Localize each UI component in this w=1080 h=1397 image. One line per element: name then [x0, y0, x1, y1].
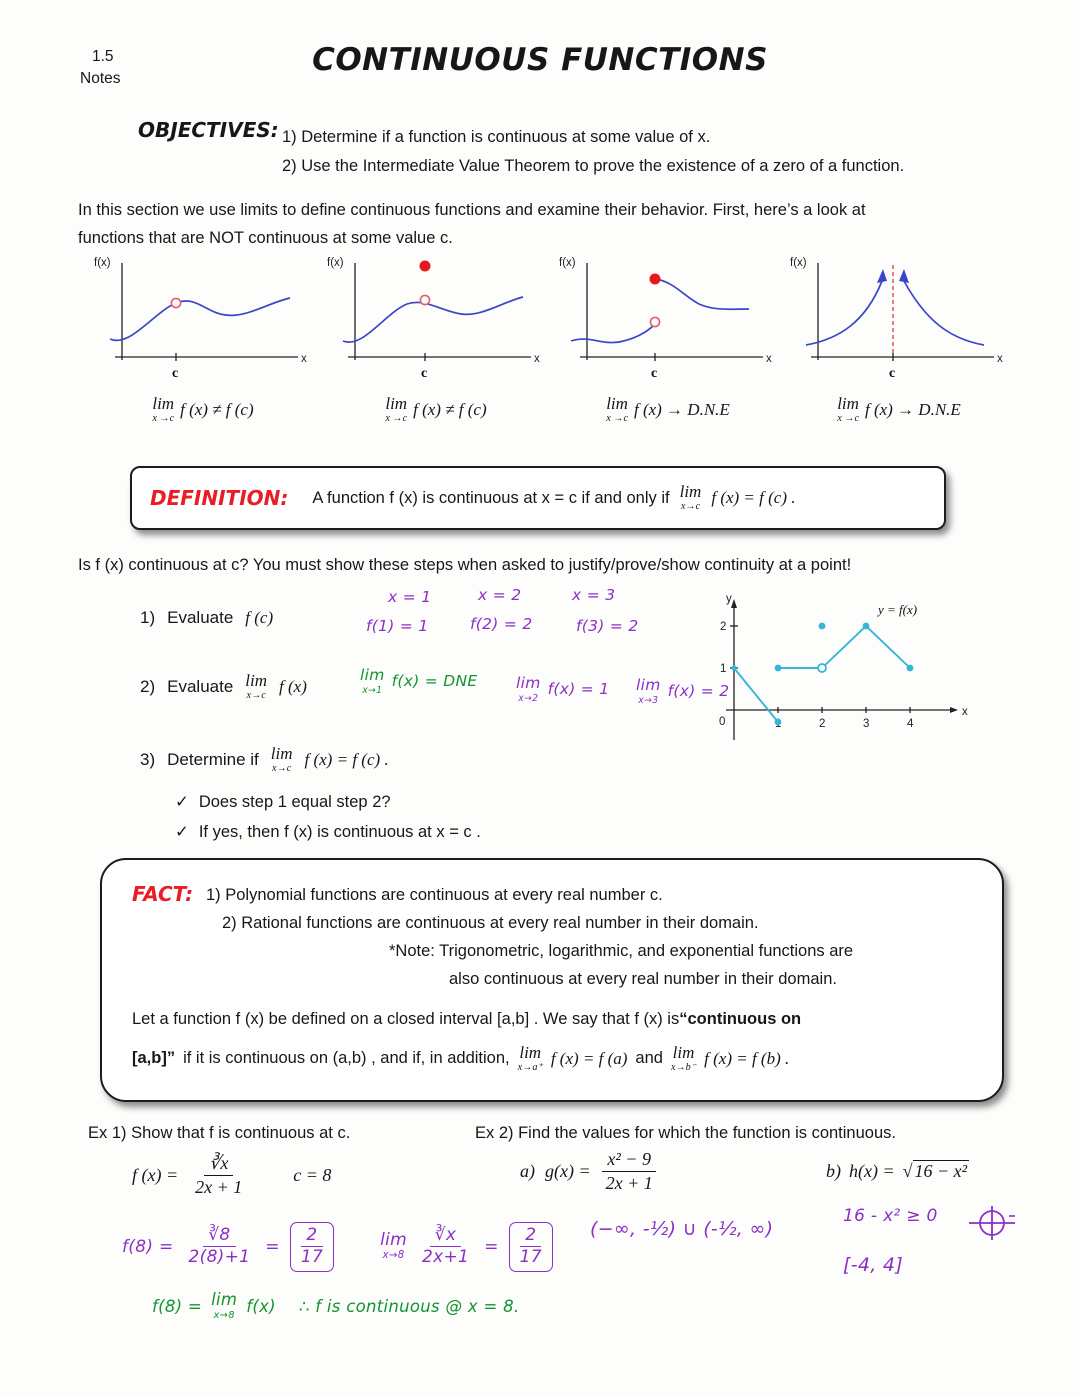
lim-sub: x→1: [362, 684, 383, 696]
graph-caption-2: [325, 395, 547, 424]
lim-sub: x →c: [152, 413, 175, 424]
c-tick-label: c: [421, 366, 428, 381]
fact-item-1: 1) Polynomial functions are continuous at every real number c.: [206, 886, 663, 904]
arrow-up-left: [877, 269, 887, 283]
numerator: ∛x: [204, 1152, 233, 1176]
hw-f3: f(3) = 2: [576, 617, 639, 635]
check-2: [175, 822, 481, 842]
lim-text: lim: [385, 394, 408, 413]
closed-point-4-1: [907, 665, 914, 672]
limit-notation: [606, 395, 628, 424]
sign-analysis-sketch: [965, 1198, 1019, 1248]
y-axis-label: f(x): [790, 257, 807, 269]
fact-label: FACT:: [132, 882, 194, 906]
boxed-fraction: [296, 1225, 328, 1269]
step-2-number: 2): [140, 676, 156, 696]
tick-2: 2: [819, 718, 826, 730]
boxed-fraction: [515, 1225, 547, 1269]
step-1-text: Evaluate: [167, 608, 234, 627]
lim-text: lim: [360, 666, 385, 684]
closed-point-2-2: [819, 623, 826, 630]
check-icon: ✓: [175, 793, 189, 811]
lim-sub: x →c: [837, 413, 859, 424]
intro-line-2: functions that are NOT continuous at some value c.: [78, 229, 453, 247]
ex2b-label: b): [826, 1160, 841, 1181]
y-axis-label: f(x): [559, 257, 576, 269]
lim-text: lim: [837, 394, 859, 413]
hw-x2: x = 2: [478, 586, 522, 604]
denominator: 17: [300, 1247, 324, 1268]
page-title: CONTINUOUS FUNCTIONS: [312, 42, 768, 78]
check-2-text: If yes, then f (x) is continuous at x = c .: [198, 822, 481, 841]
definition-box: [130, 466, 946, 530]
boxed-answer-2: [509, 1222, 553, 1272]
hw-lim-2: [516, 676, 609, 703]
f8-label: f(8) =: [152, 1296, 203, 1316]
arrow-up-right: [899, 269, 909, 283]
ex2a-lhs: g(x) =: [545, 1160, 591, 1181]
x-axis-label: x: [962, 706, 968, 718]
y-axis-label: y: [726, 593, 732, 605]
piecewise-function-graph: [700, 590, 970, 785]
denominator: 2x+1: [421, 1247, 470, 1268]
x-axis-label: x: [534, 353, 540, 365]
lim-text: lim: [519, 1043, 542, 1062]
step-1-number: 1): [140, 608, 156, 627]
segment-3: [822, 626, 910, 668]
caption-expr: f (x) ≠ f (c): [413, 399, 487, 419]
function-curve: [110, 298, 290, 340]
lim-expr: f(x) = 2: [667, 682, 730, 701]
numerator: x² − 9: [602, 1148, 656, 1172]
lim-text: lim: [245, 671, 268, 690]
ci-bold: “continuous on: [679, 1010, 802, 1028]
step-2-math: f (x): [279, 676, 307, 696]
point-0-1: [731, 665, 736, 670]
open-point: [171, 298, 180, 307]
ytick-2: 2: [720, 621, 727, 633]
discontinuity-graph-asymptote: [788, 253, 1010, 424]
limit-notation: [271, 745, 293, 774]
step-1: [140, 608, 273, 628]
fact-closed-interval-line-1: [132, 1010, 801, 1029]
x-axis-label: x: [301, 353, 307, 365]
objective-2: 2) Use the Intermediate Value Theorem to prove the existence of a zero of a function.: [282, 157, 905, 175]
lim-text: lim: [606, 394, 628, 413]
sqrt-expression: [903, 1160, 969, 1182]
ci-text: if it is continuous on (a,b) , and if, in addition,: [183, 1049, 510, 1068]
lim-sub: x→c: [680, 501, 701, 513]
right-branch: [904, 281, 984, 345]
limit-notation: [211, 1292, 237, 1320]
denominator: 17: [519, 1247, 542, 1268]
x-axis-label: x: [997, 353, 1003, 365]
ex1-work-purple: [122, 1222, 553, 1272]
curve-label: y = f(x): [878, 602, 918, 617]
objectives-label: OBJECTIVES:: [138, 118, 279, 142]
step-3-number: 3): [140, 749, 156, 769]
lim-text: lim: [636, 676, 661, 694]
ex2b-inequality: 16 - x² ≥ 0: [843, 1206, 938, 1226]
intro-paragraph: [78, 196, 866, 252]
step-1-math: f (c): [245, 608, 274, 627]
closed-point-3-2: [863, 623, 870, 630]
graph-caption-3: [557, 395, 779, 424]
lim-text: lim: [270, 744, 293, 763]
lim-sub: x→2: [518, 692, 539, 704]
section-number: 1.5: [92, 48, 114, 65]
and-text: and: [635, 1049, 663, 1068]
check-1-text: Does step 1 equal step 2?: [198, 792, 391, 811]
numerator: 2: [301, 1225, 322, 1247]
limit-notation: [380, 1232, 407, 1261]
limit-notation: [837, 395, 859, 424]
denominator: 2x + 1: [195, 1176, 243, 1197]
ex2a-answer: (−∞, -½) ∪ (-½, ∞): [590, 1218, 774, 1240]
closed-point-1-1: [775, 665, 782, 672]
lim-sub: x →c: [385, 413, 408, 424]
f8-label: f(8) =: [122, 1236, 174, 1257]
discontinuity-graph-hole: [92, 253, 314, 424]
denominator: 2(8)+1: [188, 1247, 251, 1268]
lim-expr: f (x) = f (b) .: [704, 1048, 790, 1068]
limit-notation: [671, 1044, 696, 1073]
limit-notation: [516, 676, 541, 703]
lim-sub: x→8: [382, 1250, 405, 1262]
open-point: [650, 317, 659, 326]
fact-note-1: *Note: Trigonometric, logarithmic, and exponential functions are: [389, 942, 854, 960]
lim-sub: x→a⁺: [517, 1062, 543, 1073]
fx-label: f(x): [246, 1296, 276, 1316]
open-point: [420, 295, 429, 304]
hw-x1: x = 1: [388, 588, 432, 606]
equals: =: [484, 1236, 499, 1257]
displaced-point: [420, 261, 431, 272]
y-axis-label: f(x): [94, 257, 111, 269]
open-point-2-1: [818, 664, 826, 672]
lim-text: lim: [211, 1290, 238, 1309]
ci-text: Let a function f (x) be defined on a closed interval [a,b] . We say that f (x) is: [132, 1010, 680, 1028]
caption-expr: f (x) → D.N.E: [633, 399, 730, 419]
fact-closed-interval-line-2: [132, 1044, 789, 1073]
step-2-text: Evaluate: [167, 676, 234, 696]
ex1-formula: [132, 1152, 331, 1198]
numerator: 2: [520, 1225, 541, 1247]
lim-text: lim: [672, 1043, 695, 1062]
lim-expr: f(x) = DNE: [391, 672, 478, 691]
objectives-list: [282, 123, 904, 181]
graph-caption-4: [788, 395, 1010, 424]
step-2: [140, 672, 307, 701]
lim-sub: x→3: [638, 694, 659, 706]
caption-expr: f (x) ≠ f (c): [180, 399, 254, 419]
objective-1: 1) Determine if a function is continuous at some value of x.: [282, 128, 711, 146]
limit-notation: [385, 395, 407, 424]
y-axis-label: f(x): [327, 257, 344, 269]
fact-note-2: also continuous at every real number in their domain.: [449, 970, 837, 988]
numerator: ∛x: [430, 1225, 462, 1247]
check-icon: ✓: [175, 823, 189, 841]
lim-expr: f(x) = 1: [547, 680, 610, 699]
fact-item-2: 2) Rational functions are continuous at every real number in their domain.: [222, 914, 759, 932]
c-tick-label: c: [172, 366, 179, 381]
endpoint-low: [775, 719, 782, 726]
ex1-conclusion-green: [152, 1292, 519, 1320]
x-axis-label: x: [766, 353, 772, 365]
boxed-answer-1: [290, 1222, 334, 1272]
hw-x3: x = 3: [572, 586, 616, 604]
step-3: [140, 745, 389, 774]
ex2b-formula: [826, 1160, 969, 1182]
limit-notation: [636, 678, 661, 705]
lim-sub: x→c: [272, 763, 292, 774]
denominator: 2x + 1: [605, 1172, 653, 1193]
lim-text: lim: [516, 674, 541, 692]
radicand: 16 − x²: [914, 1161, 968, 1181]
limit-notation: [680, 483, 702, 512]
hw-f1: f(1) = 1: [366, 617, 429, 635]
lim-text: lim: [380, 1230, 407, 1251]
limit-notation: [360, 668, 385, 695]
ex1-heading: Ex 1) Show that f is continuous at c.: [88, 1124, 351, 1142]
definition-text-post: f (x) = f (c) .: [711, 488, 796, 507]
lim-sub: x→8: [213, 1309, 235, 1321]
lim-expr: f (x) = f (a): [550, 1048, 628, 1068]
fact-box: [100, 858, 1004, 1102]
intro-line-1: In this section we use limits to define continuous functions and examine their behavior. First, here’s a look at: [78, 201, 866, 219]
segment-1: [734, 668, 778, 722]
c-tick-label: c: [651, 366, 658, 381]
discontinuity-graph-jump: [557, 253, 779, 424]
lim-text: lim: [152, 394, 175, 413]
graph-caption-1: [92, 395, 314, 424]
tick-3: 3: [863, 718, 870, 730]
ex2a-fraction: [601, 1148, 658, 1194]
graph-canvas-2: [325, 253, 540, 385]
work-fraction-2: [417, 1225, 474, 1269]
limit-notation: [245, 672, 267, 701]
step-3-text: Determine if: [167, 749, 259, 769]
ci-bold: [a,b]”: [132, 1049, 176, 1068]
closed-point: [650, 274, 661, 285]
equals: =: [265, 1236, 280, 1257]
c-tick-label: c: [889, 366, 896, 381]
notes-label: Notes: [80, 70, 121, 87]
ex2-heading: Ex 2) Find the values for which the function is continuous.: [475, 1124, 896, 1142]
conclusion-text: ∴ f is continuous @ x = 8.: [298, 1296, 520, 1316]
lower-branch: [571, 325, 654, 343]
numerator: ∛8: [203, 1225, 235, 1247]
lim-sub: x→c: [246, 690, 266, 701]
caption-expr: f (x) → D.N.E: [864, 399, 961, 419]
ex1-lhs: f (x) =: [132, 1164, 179, 1185]
hw-lim-1: [360, 668, 478, 695]
lim-sub: x→b⁻: [670, 1062, 697, 1073]
limit-notation: [518, 1044, 543, 1073]
tick-4: 4: [907, 718, 914, 730]
lim-text: lim: [679, 482, 702, 502]
function-curve: [343, 297, 523, 342]
step-3-math: f (x) = f (c) .: [304, 749, 389, 769]
ex2a-formula: [520, 1148, 658, 1194]
limit-notation: [152, 395, 174, 424]
upper-branch: [655, 279, 749, 309]
ex2b-answer: [-4, 4]: [843, 1254, 904, 1276]
graph-canvas-4: [788, 253, 1003, 385]
ex2a-label: a): [520, 1160, 535, 1181]
ex2b-lhs: h(x) =: [849, 1160, 895, 1181]
definition-label: DEFINITION:: [150, 486, 289, 510]
continuity-question: Is f (x) continuous at c? You must show these steps when asked to justify/prove/show continuity at a point!: [78, 556, 852, 574]
ex1-fraction: [190, 1152, 247, 1198]
definition-text-pre: A function f (x) is continuous at x = c if and only if: [312, 488, 670, 507]
tick-0: 0: [719, 716, 726, 728]
check-1: [175, 792, 391, 812]
graph-canvas-3: [557, 253, 772, 385]
radical-sign: √: [902, 1160, 913, 1181]
ytick-1: 1: [720, 663, 727, 675]
ex1-c-value: c = 8: [293, 1164, 332, 1185]
discontinuity-graph-displaced-point: [325, 253, 547, 424]
lim-sub: x →c: [606, 413, 628, 424]
hw-f2: f(2) = 2: [470, 615, 533, 633]
work-fraction-1: [184, 1225, 256, 1269]
graph-canvas-1: [92, 253, 307, 385]
